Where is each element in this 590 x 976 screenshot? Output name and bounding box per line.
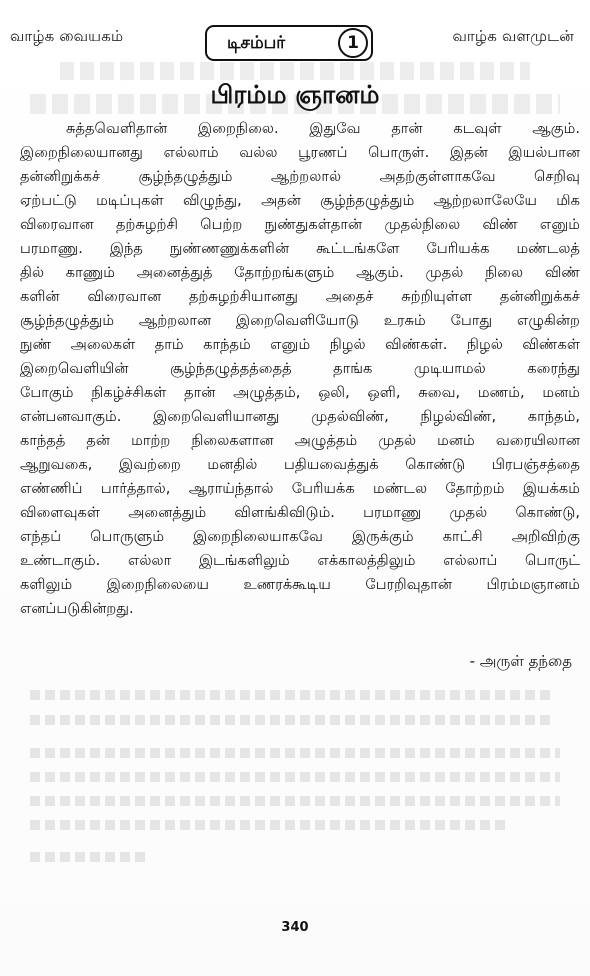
body-line: என்பனவாகும். இறைவெளியானது முதல்விண், நிழல்விண், காந்தம், xyxy=(20,408,580,425)
bleed-through-shadow xyxy=(30,748,560,758)
body-line: சூழ்ந்தழுத்தும் ஆற்றலான இறைவெளியோடு உரசும் போது எழுகின்ற xyxy=(20,312,580,329)
body-line: நுண் அலைகள் தாம் காந்தம் எனும் நிழல் விண்கள். நிழல் விண்கள் xyxy=(20,336,580,353)
body-line: இறைவெளியின் சூழ்ந்தழுத்தத்தைத் தாங்க முடியாமல் கரைந்து xyxy=(20,360,580,377)
bleed-through-shadow xyxy=(30,772,560,782)
body-line: விரைவான தற்சுழற்சி பெற்ற நுண்துகள்தான் முதல்நிலை விண் எனும் xyxy=(20,216,580,233)
body-line: உண்டாகும். எல்லா இடங்களிலும் எக்காலத்திலும் எல்லாப் பொருட் xyxy=(20,552,580,569)
body-line: எந்தப் பொருளும் இறைநிலையாகவே இருக்கும் காட்சி அறிவிற்கு xyxy=(20,528,580,545)
body-line: பரமாணு. இந்த நுண்ணணுக்களின் கூட்டங்களே பேரியக்க மண்டலத் xyxy=(20,240,580,257)
signature: - அருள் தந்தை xyxy=(469,652,572,670)
body-line: போகும் நிகழ்ச்சிகள் தான் அழுத்தம், ஒலி, ஒளி, சுவை, மணம், மனம் xyxy=(20,384,580,401)
page-number: 340 xyxy=(281,920,309,935)
bleed-through-shadow xyxy=(60,62,530,80)
body-paragraph xyxy=(20,117,580,621)
header-left-text: வாழ்க வையகம் xyxy=(10,27,124,45)
body-line: தில் காணும் அனைத்துத் தோற்றங்களும் ஆகும். முதல் நிலை விண் xyxy=(20,264,580,281)
month-label: டிசம்பர் xyxy=(227,33,286,53)
bleed-through-shadow xyxy=(30,690,550,700)
body-line: விளைவுகள் அனைத்தும் விளங்கிவிடும். பரமாணு முதல் கொண்டு, xyxy=(20,504,580,521)
body-line: ஆறுவகை, இவற்றை மனதில் பதியவைத்துக் கொண்டு பிரபஞ்சத்தை xyxy=(20,456,580,473)
bleed-through-shadow xyxy=(30,796,560,806)
body-line: சுத்தவெளிதான் இறைநிலை. இதுவே தான் கடவுள் ஆகும். xyxy=(66,120,580,137)
body-line: எனப்படுகின்றது. xyxy=(20,600,134,617)
body-line: களிலும் இறைநிலையை உணரக்கூடிய பேரறிவுதான் பிரம்மஞானம் xyxy=(20,576,580,593)
header-right-text: வாழ்க வளமுடன் xyxy=(452,27,574,45)
page-title: பிரம்ம ஞானம் xyxy=(210,80,380,109)
day-number-badge: 1 xyxy=(338,28,368,58)
date-box xyxy=(205,25,373,61)
body-line: இறைநிலையானது எல்லாம் வல்ல பூரணப் பொருள். இதன் இயல்பான xyxy=(20,144,580,161)
body-line: எண்ணிப் பார்த்தால், ஆராய்ந்தால் பேரியக்க மண்டல தோற்றம் இயக்கம் xyxy=(20,480,580,497)
body-line: ஏற்பட்டு மடிப்புகள் விழுந்து, அதன் சூழ்ந்தழுத்தும் ஆற்றலாலேயே மிக xyxy=(20,192,580,209)
body-line: தன்னிறுக்கச் சூழ்ந்தழுத்தும் ஆற்றலால் அதற்குள்ளாகவே செறிவு xyxy=(20,168,580,185)
bleed-through-shadow xyxy=(30,820,510,830)
body-line: களின் விரைவான தற்சுழற்சியானது அதைச் சுற்றியுள்ள தன்னிறுக்கச் xyxy=(20,288,580,305)
bleed-through-shadow xyxy=(30,715,550,725)
body-line: காந்தத் தன் மாற்ற நிலைகளான அழுத்தம் முதல் மனம் வரையிலான xyxy=(20,432,580,449)
bleed-through-shadow xyxy=(30,852,150,862)
